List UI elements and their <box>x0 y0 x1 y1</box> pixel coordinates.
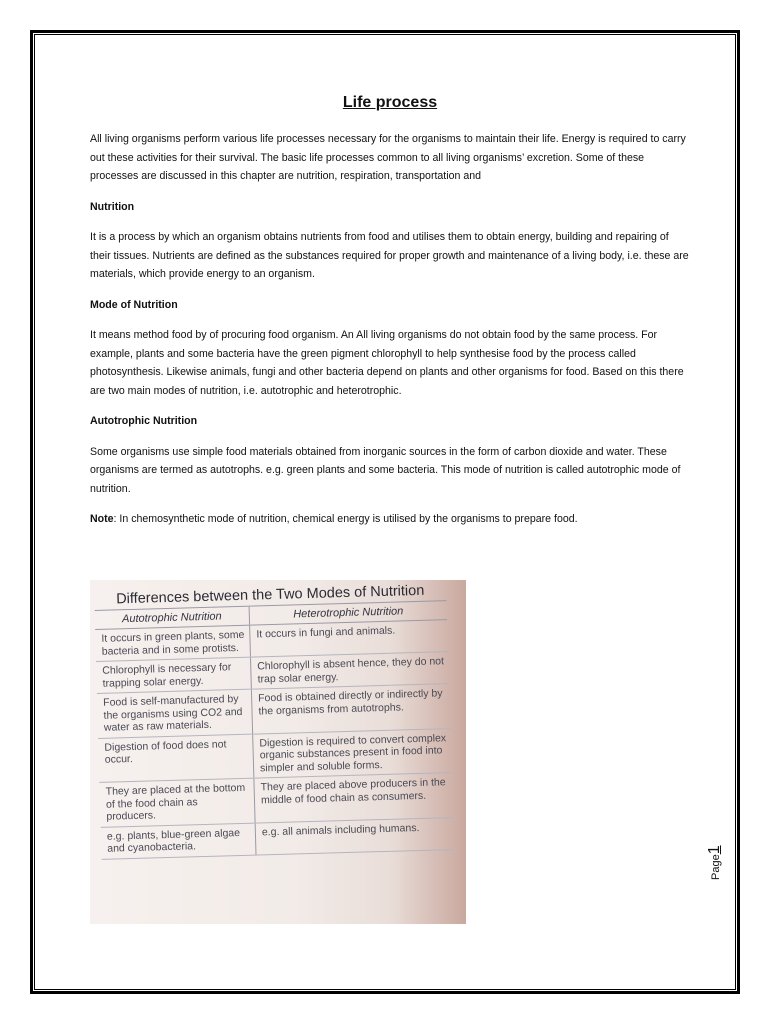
nutrition-paragraph: It is a process by which an organism obtains nutrients from food and utilises them to obtain energy, building and repairing of their tissues. Nutrients are defined as the substances required for proper growth and maintenance of a living body, i.e. these are materials, which provide energy to an organism. <box>90 231 689 280</box>
page-number-value: 1 <box>706 845 723 855</box>
table-header-heterotrophic: Heterotrophic Nutrition <box>293 604 404 620</box>
table-header-autotrophic: Autotrophic Nutrition <box>95 606 250 629</box>
autotrophic-paragraph: Some organisms use simple food materials obtained from inorganic sources in the form of carbon dioxide and water. These organisms are termed as autotrophs. e.g. green plants and some bacteria. This mode of nutrition is called autotrophic mode of nutrition. <box>90 445 681 495</box>
table-title: Differences between the Two Modes of Nutrition <box>94 580 446 610</box>
table-cell: Digestion of food does not occur. <box>98 734 254 782</box>
table-cell: Chlorophyll is absent hence, they do not trap solar energy. <box>257 655 445 685</box>
table-cell: They are placed at the bottom of the food chain as producers. <box>99 779 255 827</box>
page-label: Page <box>710 854 722 880</box>
intro-paragraph: All living organisms perform various life processes necessary for the organisms to maintain their life. Energy is required to carry out these activities for their survival. The basic life processes common to all living organisms’ excretion. Some of these processes are discussed in this chapter are nutrition, respiration, transportation and <box>90 133 686 182</box>
table-cell: It occurs in fungi and animals. <box>256 624 396 641</box>
page-number <box>706 820 726 880</box>
comparison-table <box>94 580 453 859</box>
mode-of-nutrition-heading: Mode of Nutrition <box>90 298 178 311</box>
table-cell: Food is obtained directly or indirectly by the organisms from autotrophs. <box>257 687 443 717</box>
note-label: Note <box>90 513 114 525</box>
mode-of-nutrition-paragraph: It means method food by of procuring food organism. An All living organisms do not obtain food by the same process. For example, plants and some bacteria have the green pigment chlorophyll to help synthesise food by the process called photosynthesis. Likewise animals, fungi and other bacteria depend on plants and other organisms for food. Based on this there are two main modes of nutrition, i.e. autotrophic and heterotrophic. <box>90 329 684 397</box>
comparison-table-photo <box>90 580 466 924</box>
page-title: Life process <box>342 94 438 111</box>
table-cell: Digestion is required to convert complex organic substances present in food into simpler and soluble forms. <box>259 731 447 774</box>
table-cell: e.g. plants, blue-green algae and cyanobacteria. <box>101 823 257 858</box>
note-paragraph <box>90 510 690 529</box>
table-cell: Food is self-manufactured by the organisms using CO2 and water as raw materials. <box>97 690 253 738</box>
nutrition-heading: Nutrition <box>90 200 135 213</box>
note-text: : In chemosynthetic mode of nutrition, chemical energy is utilised by the organisms to prepare food. <box>113 513 578 525</box>
table-cell: e.g. all animals including humans. <box>261 821 420 838</box>
document-body <box>90 92 690 541</box>
table-cell: It occurs in green plants, some bacteria and in some protists. <box>95 626 251 661</box>
table-cell: Chlorophyll is necessary for trapping solar energy. <box>96 658 252 693</box>
autotrophic-heading: Autotrophic Nutrition <box>90 415 198 427</box>
table-cell: They are placed above producers in the middle of food chain as consumers. <box>260 776 446 806</box>
